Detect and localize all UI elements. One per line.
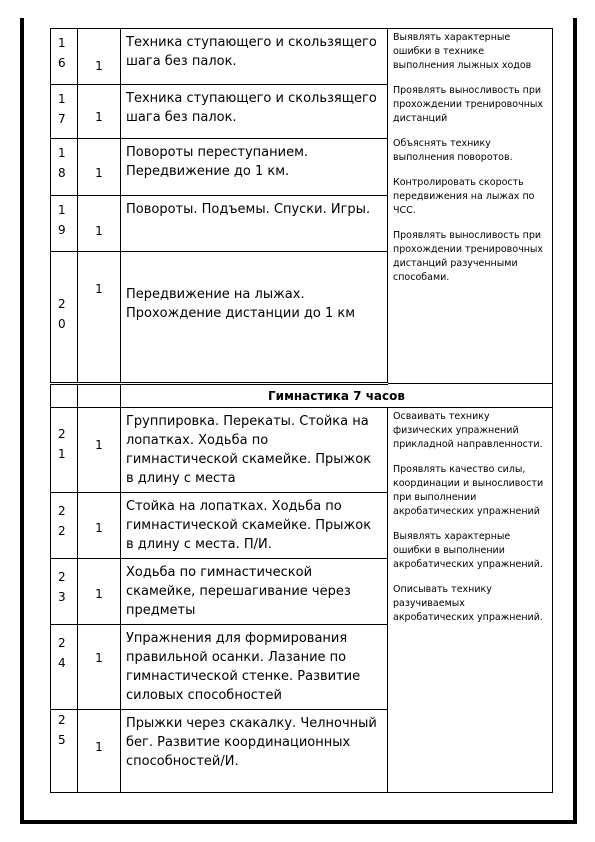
activity-text: Выявлять характерные ошибки в выполнении акробатических упражнений. <box>393 531 543 570</box>
activity-text: Выявлять характерные ошибки в технике выполнения лыжных ходов <box>393 32 532 71</box>
lesson-hours: 1 <box>78 29 121 85</box>
lesson-topic: Повороты переступанием. Передвижение до 1 км. <box>121 139 388 196</box>
lesson-topic: Прыжки через скакалку. Челночный бег. Развитие координационных способностей/И. <box>121 710 388 793</box>
lesson-topic: Техника ступающего и скользящего шага без палок. <box>121 85 388 139</box>
table-row <box>51 29 553 85</box>
lesson-number: 1 9 <box>51 196 78 252</box>
lesson-topic: Стойка на лопатках. Ходьба по гимнастической скамейке. Прыжок в длину с места. П/И. <box>121 493 388 559</box>
lesson-number: 2 2 <box>51 493 78 559</box>
lesson-topic: Повороты. Подъемы. Спуски. Игры. <box>121 196 388 252</box>
lesson-hours: 1 <box>78 252 121 384</box>
section-title: Гимнастика 7 часов <box>121 384 553 408</box>
activity-text: Проявлять выносливость при прохождении тренировочных дистанций <box>393 85 544 124</box>
lesson-hours: 1 <box>78 196 121 252</box>
lesson-number: 2 4 <box>51 625 78 710</box>
lesson-number: 2 5 <box>51 710 78 793</box>
lesson-hours: 1 <box>78 710 121 793</box>
lesson-topic: Группировка. Перекаты. Стойка на лопатках. Ходьба по гимнастической скамейке. Прыжок в длину с места <box>121 408 388 493</box>
lesson-hours: 1 <box>78 408 121 493</box>
lesson-topic: Упражнения для формирования правильной осанки. Лазание по гимнастической стенке. Развитие силовых способностей <box>121 625 388 710</box>
lesson-number: 2 3 <box>51 559 78 625</box>
lesson-number: 1 7 <box>51 85 78 139</box>
activity-text: Осваивать технику физических упражнений прикладной направленности. <box>393 411 543 450</box>
activity-text: Проявлять выносливость при прохождении тренировочных дистанций разученными способами. <box>393 230 544 283</box>
lesson-number: 1 8 <box>51 139 78 196</box>
activities-cell <box>388 29 553 384</box>
lesson-topic: Техника ступающего и скользящего шага без палок. <box>121 29 388 85</box>
activity-text: Описывать технику разучиваемых акробатических упражнений. <box>393 584 543 623</box>
lesson-plan-table <box>50 28 553 793</box>
lesson-hours: 1 <box>78 493 121 559</box>
lesson-number: 2 1 <box>51 408 78 493</box>
activity-text: Контролировать скорость передвижения на лыжах по ЧСС. <box>393 177 535 216</box>
lesson-topic: Передвижение на лыжах. Прохождение дистанции до 1 км <box>121 252 388 384</box>
activity-text: Проявлять качество силы, координации и выносливости при выполнении акробатических упражнений <box>393 464 544 517</box>
lesson-hours: 1 <box>78 559 121 625</box>
section-row <box>51 384 553 408</box>
activity-text: Объяснять технику выполнения поворотов. <box>393 138 513 163</box>
table-row <box>51 408 553 493</box>
lesson-hours: 1 <box>78 85 121 139</box>
lesson-hours: 1 <box>78 139 121 196</box>
lesson-topic: Ходьба по гимнастической скамейке, перешагивание через предметы <box>121 559 388 625</box>
lesson-number: 1 6 <box>51 29 78 85</box>
lesson-number: 2 0 <box>51 252 78 384</box>
lesson-hours: 1 <box>78 625 121 710</box>
activities-cell <box>388 408 553 793</box>
